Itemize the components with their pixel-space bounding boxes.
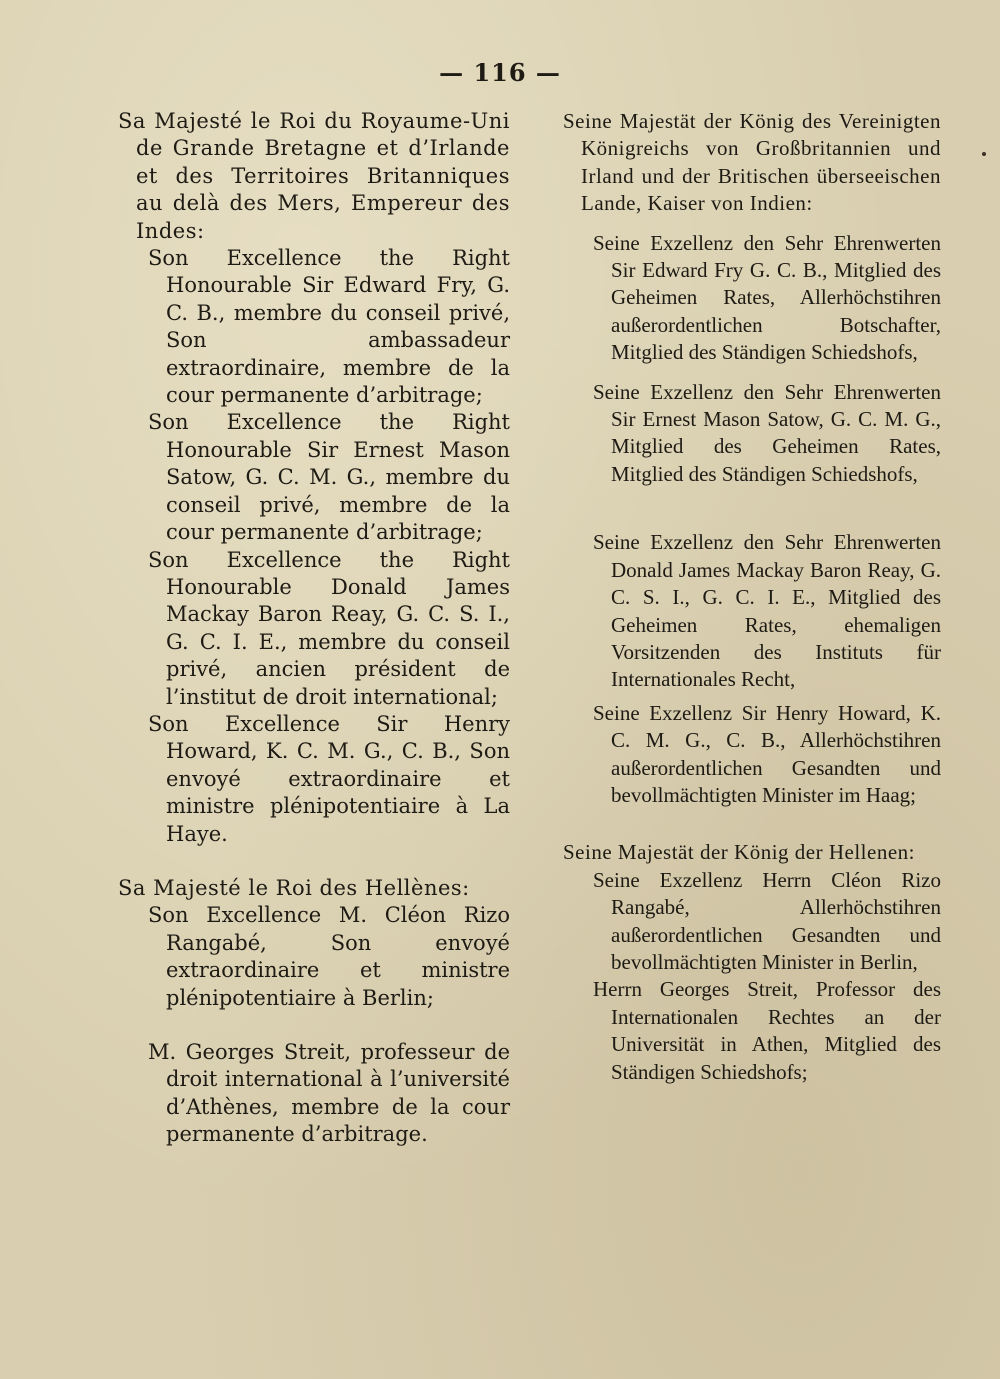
de-delegate-howard: Seine Exzellenz Sir Henry Howard, K. C. M. G., C. B., Allerhöchstihren außerordentlichen Gesandten und bevollmächtigten Minister im Haag;: [593, 700, 941, 807]
de-delegate-reay: Seine Exzellenz den Sehr Ehrenwerten Donald James Mackay Baron Reay, G. C. S. I., G. C. I. E., Mitglied des Geheimen Rates, ehemaligen Vorsitzenden des Instituts für Internationales Recht,: [593, 530, 941, 692]
german-column: [563, 108, 941, 1086]
de-delegate-rangabe: Seine Exzellenz Herrn Cléon Rizo Rangabé, Allerhöchstihren außerordentlichen Gesandten und bevollmächtigten Minister in Berlin,: [593, 867, 941, 974]
ink-speck: [982, 152, 986, 156]
page-number: — 116 —: [439, 58, 561, 87]
fr-heading-greece: Sa Majesté le Roi des Hellènes:: [118, 875, 470, 900]
fr-heading-uk: Sa Majesté le Roi du Royaume-Uni de Grande Bretagne et d’Irlande et des Territoires Britanniques au delà des Mers, Empereur des Indes:: [118, 109, 510, 243]
fr-delegate-rangabe: Son Excellence M. Cléon Rizo Rangabé, Son envoyé extraordinaire et ministre plénipotentiaire à Berlin;: [148, 903, 510, 1010]
de-delegate-streit: Herrn Georges Streit, Professor des Internationalen Rechtes an der Universität in Athen, Mitglied des Ständigen Schiedshofs;: [593, 977, 941, 1084]
fr-delegate-fry: Son Excellence the Right Honourable Sir Edward Fry, G. C. B., membre du conseil privé, Son ambassadeur extraordinaire, membre de la cour permanente d’arbitrage;: [148, 246, 510, 408]
fr-delegate-satow: Son Excellence the Right Honourable Sir Ernest Mason Satow, G. C. M. G., membre du conseil privé, membre de la cour permanente d’arbitrage;: [148, 410, 510, 545]
de-delegate-fry: Seine Exzellenz den Sehr Ehrenwerten Sir Edward Fry G. C. B., Mitglied des Geheimen Rates, Allerhöchstihren außerordentlichen Botschafter, Mitglied des Ständigen Schiedshofs,: [593, 230, 941, 365]
french-column: [118, 108, 510, 1149]
fr-delegate-howard: Son Excellence Sir Henry Howard, K. C. M. G., C. B., Son envoyé extraordinaire et ministre plénipotentiaire à La Haye.: [148, 711, 510, 846]
de-heading-greece: Seine Majestät der König der Hellenen:: [563, 840, 915, 865]
de-heading-uk: Seine Majestät der König des Vereinigten Königreichs von Großbritannien und Irland und der Britischen überseeischen Lande, Kaiser von Indien:: [563, 109, 941, 216]
fr-delegate-streit: M. Georges Streit, professeur de droit international à l’université d’Athènes, membre de la cour permanente d’arbitrage.: [148, 1040, 510, 1147]
fr-delegate-reay: Son Excellence the Right Honourable Donald James Mackay Baron Reay, G. C. S. I., G. C. I. E., membre du conseil privé, ancien président de l’institut de droit international;: [148, 547, 510, 709]
de-delegate-satow: Seine Exzellenz den Sehr Ehrenwerten Sir Ernest Mason Satow, G. C. M. G., Mitglied des Geheimen Rates, Mitglied des Ständigen Schiedshofs,: [593, 379, 941, 486]
